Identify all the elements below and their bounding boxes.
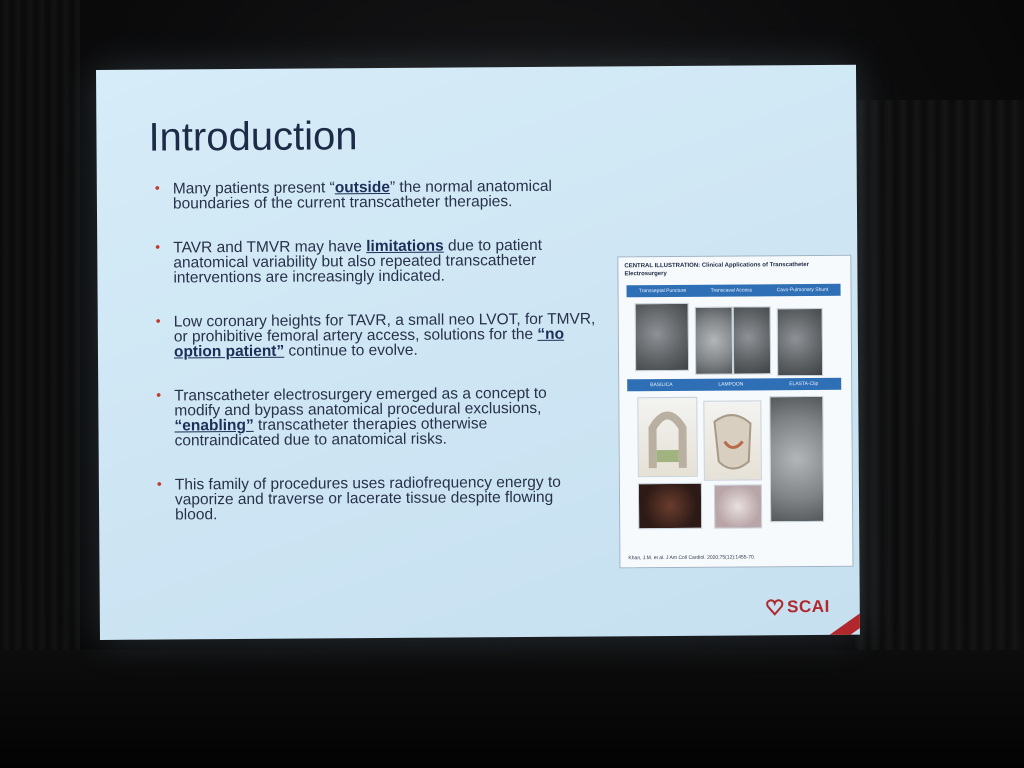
- slide-title: Introduction: [148, 114, 358, 160]
- basilica-ct-image: [638, 483, 702, 529]
- illustration-bottom-label: LAMPOON: [718, 381, 744, 388]
- transcaval-access-image-2: [733, 306, 771, 374]
- illustration-bottom-label: ELASTA-Clip: [789, 380, 819, 388]
- bullet-text: Many patients present “: [172, 179, 335, 198]
- emphasized-text: limitations: [366, 237, 444, 256]
- illustration-top-header: [627, 284, 841, 297]
- illustration-top-label: Transcaval Access: [710, 287, 753, 294]
- bullet-item: [156, 312, 596, 360]
- emphasized-text: “enabling”: [174, 416, 254, 435]
- emphasized-text: outside: [334, 178, 390, 197]
- illustration-bottom-header: [627, 378, 841, 391]
- bullet-text: TAVR and TMVR may have: [173, 238, 367, 257]
- bullet-text: continue to evolve.: [284, 341, 418, 360]
- aortic-valve-icon: [638, 398, 697, 476]
- illustration-citation: Khan, J.M. et al. J Am Coll Cardiol. 2020;75(12):1455-70.: [628, 554, 756, 562]
- logo-text: SCAI: [787, 596, 830, 617]
- heart-logo-icon: [766, 598, 784, 616]
- transseptal-puncture-image: [635, 303, 689, 371]
- central-illustration: [617, 255, 853, 569]
- basilica-render: [637, 397, 698, 477]
- bullet-list: [155, 179, 598, 552]
- bullet-item: [156, 386, 596, 449]
- illustration-top-label: Cavo-Pulmonary Shunt: [776, 286, 829, 294]
- stage-floor: [0, 650, 1024, 768]
- lampoon-ct-image: [714, 484, 762, 528]
- illustration-bottom-label: BASILICA: [650, 381, 673, 389]
- bullet-item: [155, 238, 595, 286]
- bullet-text: transcatheter therapies otherwise contraindicated due to anatomical risks.: [174, 415, 488, 450]
- bullet-text: Low coronary heights for TAVR, a small neo LVOT, for TMVR, or prohibitive femoral artery access, solutions for the: [173, 310, 596, 346]
- cavo-pulmonary-shunt-image: [777, 308, 823, 376]
- scai-logo: [766, 597, 830, 617]
- emphasized-text: “no option patient”: [173, 325, 565, 361]
- bullet-text: ” the normal anatomical boundaries of the current transcatheter therapies.: [172, 177, 552, 213]
- bullet-text: Transcatheter electrosurgery emerged as a concept to modify and bypass anatomical procedural exclusions,: [174, 384, 547, 420]
- bullet-text: This family of procedures uses radiofrequency energy to vaporize and traverse or lacerate tissue despite flowing blood.: [174, 473, 561, 524]
- bullet-item: [157, 475, 597, 523]
- illustration-title: CENTRAL ILLUSTRATION: Clinical Applications of Transcatheter Electrosurgery: [624, 262, 809, 278]
- bullet-text: due to patient anatomical variability but also repeated transcatheter interventions are increasingly indicated.: [173, 236, 543, 287]
- illustration-top-label: Transseptal Puncture: [638, 287, 687, 295]
- bullet-item: [155, 179, 595, 212]
- projection-screen: [96, 65, 860, 640]
- elasta-clip-image: [769, 396, 824, 522]
- transcaval-access-image-1: [695, 307, 733, 375]
- mitral-valve-icon: [704, 401, 761, 479]
- lampoon-render: [703, 400, 762, 480]
